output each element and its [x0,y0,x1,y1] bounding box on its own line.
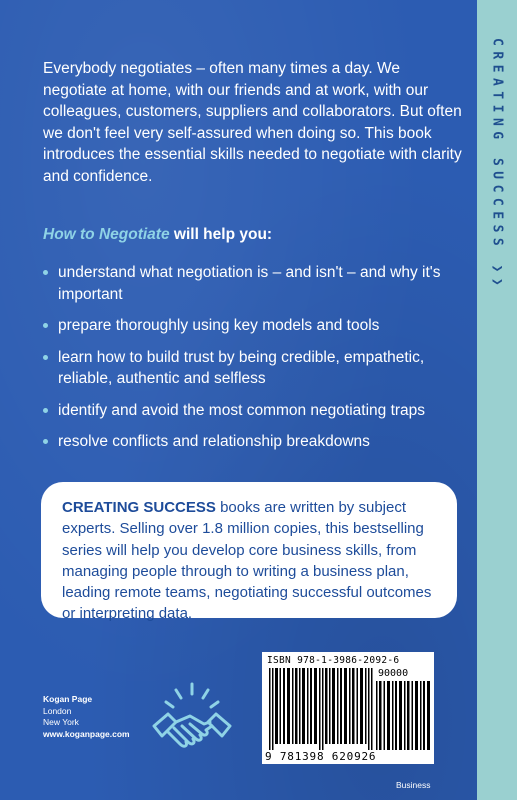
helps-heading-rest: will help you: [169,226,273,243]
handshake-icon [146,678,238,770]
list-item-text: learn how to build trust by being credible, empathetic, reliable, authentic and selfless [58,348,425,387]
bullet-dot [43,270,48,275]
publisher-name: Kogan Page [43,694,93,704]
series-description: books are written by subject experts. Selling over 1.8 million copies, this bestselling series will help you develop core business skills, from managing people through to writing a business plan, leading remote teams, negotiating successful outcomes or interpreting data. [62,499,432,623]
ean-number: 9 781398 620926 [265,750,377,763]
benefits-list [43,262,463,463]
helps-heading [43,226,463,244]
barcode-icon [269,668,373,750]
publisher-city-new-york: New York [43,717,79,727]
series-name: CREATING SUCCESS [62,499,216,516]
list-item [43,262,463,305]
barcode-addon-number: 90000 [378,668,409,679]
list-item-text: prepare thoroughly using key models and tools [58,317,380,334]
publisher-block [43,694,163,740]
bullet-dot [43,439,48,444]
spine-series-label: CREATING SUCCESS ❯❯ [489,38,505,292]
list-item-text: identify and avoid the most common negotiating traps [58,401,426,419]
list-item [43,400,463,422]
list-item-text: resolve conflicts and relationship breakdowns [58,433,370,450]
list-item [43,347,463,390]
list-item [43,315,463,337]
bullet-dot [43,408,48,413]
category-label: Business [396,780,431,790]
intro-paragraph: Everybody negotiates – often many times a day. We negotiate at home, with our friends and at work, with our colleagues, customers, suppliers and collaborators. But often we don't feel very self-assured when doing so. This book introduces the essential skills needed to negotiate with clarity and confidence. [43,60,462,185]
bullet-dot [43,323,48,328]
isbn-number: ISBN 978-1-3986-2092-6 [267,655,400,666]
addon-barcode-icon [376,681,432,750]
publisher-city-london: London [43,705,72,716]
book-title: How to Negotiate [43,226,170,243]
list-item-text: understand what negotiation is – and isn't – and why it's important [58,264,441,303]
publisher-url: www.koganpage.com [43,728,130,739]
bullet-dot [43,355,48,360]
series-info-text [62,497,440,625]
list-item [43,431,463,453]
